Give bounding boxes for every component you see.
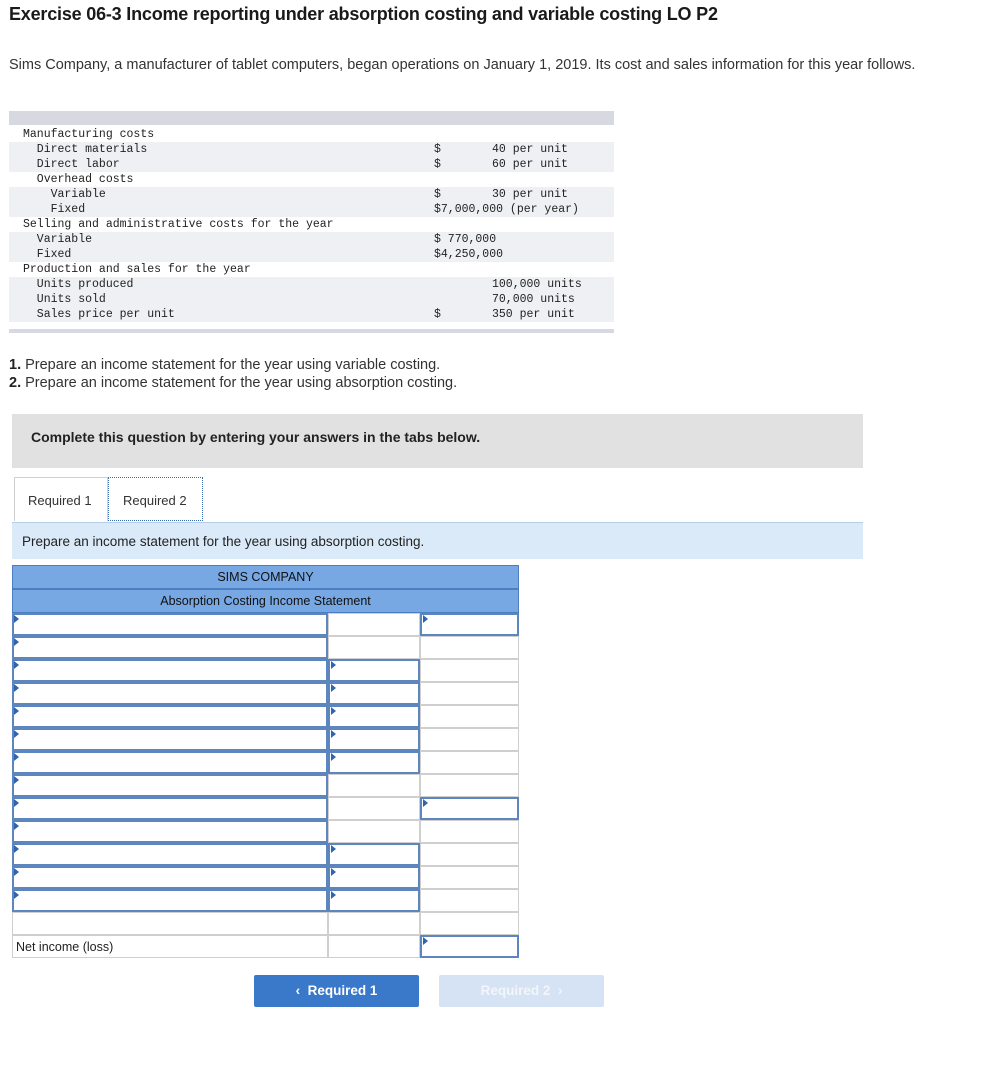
statement-amount-input[interactable] <box>328 889 420 912</box>
data-row <box>9 142 614 157</box>
statement-total-input[interactable] <box>420 797 519 820</box>
dropdown-marker-icon <box>14 684 19 692</box>
data-row <box>9 307 614 322</box>
data-row-value: 30 per unit <box>492 188 568 201</box>
statement-amount-input[interactable] <box>328 659 420 682</box>
statement-empty-cell <box>420 636 519 659</box>
dropdown-marker-icon <box>14 776 19 784</box>
chevron-right-icon: › <box>557 983 563 998</box>
statement-label-input[interactable] <box>12 866 328 889</box>
tab-required-2[interactable] <box>108 477 203 521</box>
data-row-dollar: $ <box>434 143 441 156</box>
statement-amount-input[interactable] <box>328 705 420 728</box>
data-row-value: 40 per unit <box>492 143 568 156</box>
intro-text: Sims Company, a manufacturer of tablet computers, began operations on January 1, 2019. Its cost and sales information for this year follows. <box>9 57 916 73</box>
statement-label-input[interactable] <box>12 820 328 843</box>
data-row-label: Units sold <box>23 293 106 306</box>
data-row-dollar: $ <box>434 188 441 201</box>
dropdown-marker-icon <box>14 868 19 876</box>
data-row <box>9 172 614 187</box>
dropdown-marker-icon <box>14 822 19 830</box>
data-row-value: 70,000 units <box>492 293 575 306</box>
page-title: Exercise 06-3 Income reporting under absorption costing and variable costing LO P2 <box>9 4 718 24</box>
data-row <box>9 277 614 292</box>
statement-label-input[interactable] <box>12 774 328 797</box>
data-row <box>9 157 614 172</box>
dropdown-marker-icon <box>14 638 19 646</box>
statement-empty-cell <box>420 866 519 889</box>
cost-sales-data-table <box>9 111 614 333</box>
statement-total-input[interactable] <box>420 935 519 958</box>
data-row-label: Direct materials <box>23 143 148 156</box>
statement-label-input[interactable] <box>12 751 328 774</box>
statement-empty-cell <box>328 912 420 935</box>
data-row-label: Fixed <box>23 248 72 261</box>
dropdown-marker-icon <box>14 891 19 899</box>
input-marker-icon <box>331 707 336 715</box>
statement-empty-cell <box>328 636 420 659</box>
statement-amount-input[interactable] <box>328 751 420 774</box>
question-1: 1. Prepare an income statement for the year using variable costing. <box>9 357 441 373</box>
instructions-banner <box>12 414 863 468</box>
data-row-dollar: $ <box>434 308 441 321</box>
statement-empty-cell <box>420 682 519 705</box>
data-row-label: Fixed <box>23 203 86 216</box>
input-marker-icon <box>331 684 336 692</box>
data-row-label: Units produced <box>23 278 134 291</box>
statement-empty-cell <box>328 820 420 843</box>
data-row-dollar: $ <box>434 158 441 171</box>
data-row-label: Selling and administrative costs for the year <box>23 218 334 231</box>
statement-empty-cell <box>328 613 420 636</box>
statement-blank-row <box>12 912 328 935</box>
tab-instruction <box>12 522 863 559</box>
banner-text: Complete this question by entering your answers in the tabs below. <box>31 429 481 445</box>
data-row-label: Sales price per unit <box>23 308 175 321</box>
data-row-label: Direct labor <box>23 158 120 171</box>
statement-label-input[interactable] <box>12 636 328 659</box>
dropdown-marker-icon <box>14 661 19 669</box>
dropdown-marker-icon <box>14 615 19 623</box>
statement-label-input[interactable] <box>12 682 328 705</box>
statement-amount-input[interactable] <box>328 866 420 889</box>
data-row-label: Production and sales for the year <box>23 263 251 276</box>
input-marker-icon <box>423 615 428 623</box>
prev-button-label: Required 1 <box>307 983 378 998</box>
instruction-text: Prepare an income statement for the year using absorption costing. <box>22 534 425 549</box>
data-row-label: Manufacturing costs <box>23 128 155 141</box>
statement-label-input[interactable] <box>12 797 328 820</box>
statement-company: SIMS COMPANY <box>12 565 519 589</box>
input-marker-icon <box>423 799 428 807</box>
data-row <box>9 187 614 202</box>
data-row-label: Variable <box>23 233 93 246</box>
table-top-bar <box>9 111 614 125</box>
dropdown-marker-icon <box>14 707 19 715</box>
data-row <box>9 232 614 247</box>
next-required-button[interactable] <box>439 975 604 1007</box>
statement-empty-cell <box>420 774 519 797</box>
table-bottom-bar <box>9 329 614 333</box>
statement-empty-cell <box>420 728 519 751</box>
statement-empty-cell <box>420 705 519 728</box>
data-row-label: Variable <box>23 188 106 201</box>
net-income-label: Net income (loss) <box>12 935 328 958</box>
chevron-left-icon: ‹ <box>295 983 301 998</box>
statement-label-input[interactable] <box>12 843 328 866</box>
statement-empty-cell <box>420 659 519 682</box>
data-row <box>9 217 614 232</box>
data-row <box>9 247 614 262</box>
data-row <box>9 292 614 307</box>
tab-label: Required 1 <box>28 493 92 508</box>
statement-label-input[interactable] <box>12 728 328 751</box>
tab-required-1[interactable] <box>14 477 108 521</box>
next-button-label: Required 2 <box>480 983 551 998</box>
data-row-dollar: $ 770,000 <box>434 233 497 246</box>
data-row-value: 350 per unit <box>492 308 575 321</box>
input-marker-icon <box>331 730 336 738</box>
dropdown-marker-icon <box>14 845 19 853</box>
statement-empty-cell <box>328 774 420 797</box>
statement-label-input[interactable] <box>12 889 328 912</box>
data-row <box>9 202 614 217</box>
dropdown-marker-icon <box>14 753 19 761</box>
statement-amount-input[interactable] <box>328 682 420 705</box>
statement-empty-cell <box>328 797 420 820</box>
statement-total-input[interactable] <box>420 613 519 636</box>
statement-amount-input[interactable] <box>328 843 420 866</box>
questions-list <box>9 356 457 392</box>
statement-empty-cell <box>420 820 519 843</box>
input-marker-icon <box>331 868 336 876</box>
prev-required-button[interactable] <box>254 975 419 1007</box>
statement-label-input[interactable] <box>12 659 328 682</box>
input-marker-icon <box>423 937 428 945</box>
statement-empty-cell <box>420 751 519 774</box>
data-row <box>9 127 614 142</box>
statement-empty-cell <box>420 889 519 912</box>
dropdown-marker-icon <box>14 730 19 738</box>
statement-empty-cell <box>420 912 519 935</box>
income-statement <box>12 565 519 965</box>
statement-amount-input[interactable] <box>328 728 420 751</box>
data-row-value: 60 per unit <box>492 158 568 171</box>
tab-label: Required 2 <box>123 493 187 508</box>
statement-label-input[interactable] <box>12 613 328 636</box>
input-marker-icon <box>331 891 336 899</box>
data-row-value: 100,000 units <box>492 278 582 291</box>
data-row-dollar: $7,000,000 (per year) <box>434 203 579 216</box>
input-marker-icon <box>331 845 336 853</box>
dropdown-marker-icon <box>14 799 19 807</box>
data-row <box>9 262 614 277</box>
statement-label-input[interactable] <box>12 705 328 728</box>
input-marker-icon <box>331 661 336 669</box>
statement-empty-cell <box>328 935 420 958</box>
data-row-dollar: $4,250,000 <box>434 248 504 261</box>
question-2: 2. Prepare an income statement for the year using absorption costing. <box>9 375 458 391</box>
input-marker-icon <box>331 753 336 761</box>
statement-title: Absorption Costing Income Statement <box>12 589 519 613</box>
data-row-label: Overhead costs <box>23 173 134 186</box>
statement-empty-cell <box>420 843 519 866</box>
